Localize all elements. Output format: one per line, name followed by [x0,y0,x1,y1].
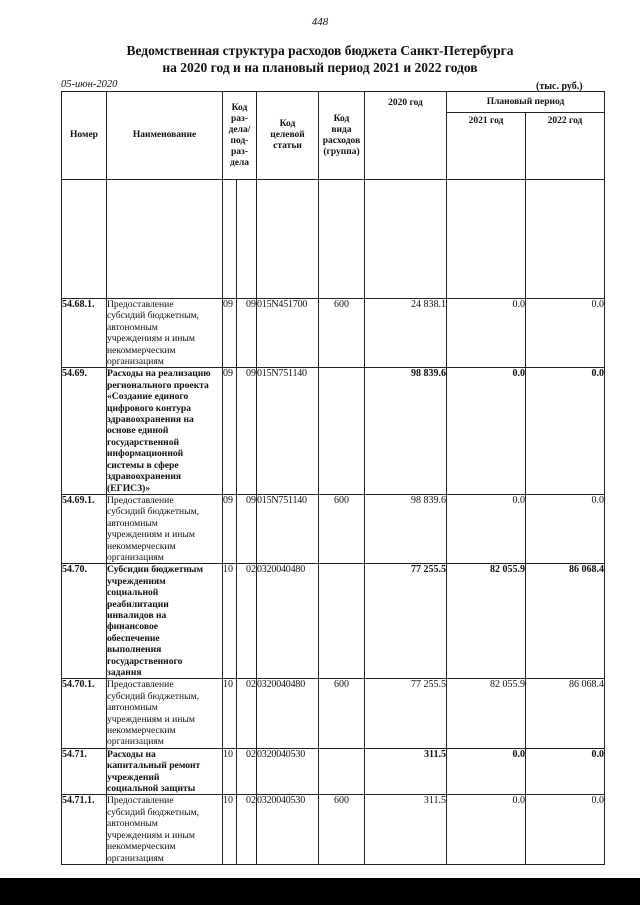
units-label: (тыс. руб.) [536,81,583,92]
row-name-line: автономным [107,517,158,529]
row-subsection: 09 [237,368,257,494]
row-amount-2020: 98 839.6 [365,368,447,494]
header-name: Наименование [107,92,223,180]
row-name-line: реабилитации [107,598,169,610]
row-name [107,748,223,795]
row-expense-type: 600 [319,494,365,563]
row-name-line: субсидий бюджетным, [107,690,200,702]
row-name-line: Расходы на реализацию [107,368,211,380]
row-amount-2021: 82 055.9 [447,564,526,679]
row-target-article: 0320040530 [257,748,319,795]
row-name-line: системы в сфере [107,459,179,471]
row-amount-2020: 77 255.5 [365,679,447,748]
row-name-line: основе единой [107,425,169,437]
row-amount-2021: 0.0 [447,368,526,494]
row-section: 10 [223,679,237,748]
row-number: 54.70. [62,564,107,679]
row-target-article: 0320040530 [257,795,319,864]
page-title [0,42,640,76]
row-name-line: автономным [107,702,158,714]
table-row [62,494,605,563]
header-planned-period: Плановый период [447,92,605,113]
row-subsection: 09 [237,494,257,563]
row-expense-type: 600 [319,299,365,368]
row-number: 54.69. [62,368,107,494]
row-name-line: социальной защиты [107,783,196,795]
row-name-line: цифрового контура [107,402,192,414]
row-number: 54.70.1. [62,679,107,748]
table-spacer-row [62,180,605,299]
document-date: 05-июн-2020 [61,79,118,90]
table-row [62,368,605,494]
row-name-line: некоммерческим [107,725,176,737]
row-name-line: государственного [107,655,183,667]
row-name [107,494,223,563]
row-name-line: «Создание единого [107,391,189,403]
header-target-article-code: Код целевой статьи [257,92,319,180]
row-name-line: здравоохранения на [107,414,194,426]
row-name [107,368,223,494]
row-amount-2022: 86 068.4 [526,679,605,748]
row-name-line: некоммерческим [107,540,176,552]
row-name-line: Расходы на [107,748,156,760]
row-name-line: организациям [107,356,164,368]
row-section: 09 [223,494,237,563]
row-name-line: учреждений [107,771,160,783]
row-expense-type: 600 [319,795,365,864]
row-name-line: здравоохранения [107,471,182,483]
row-name-line: организациям [107,551,164,563]
table-row [62,564,605,679]
row-amount-2020: 77 255.5 [365,564,447,679]
row-target-article: 0320040480 [257,564,319,679]
row-name-line: субсидий бюджетным, [107,806,200,818]
row-section: 10 [223,564,237,679]
row-subsection: 09 [237,299,257,368]
row-name-line: автономным [107,321,158,333]
row-name-line: учреждениям и иным [107,713,195,725]
row-amount-2022: 0.0 [526,494,605,563]
row-target-article: 015N451700 [257,299,319,368]
row-section: 10 [223,748,237,795]
row-subsection: 02 [237,795,257,864]
row-amount-2020: 311.5 [365,795,447,864]
row-name [107,299,223,368]
row-amount-2022: 86 068.4 [526,564,605,679]
row-section: 09 [223,368,237,494]
scan-edge-band [0,878,640,905]
row-name-line: инвалидов на [107,609,167,621]
row-subsection: 02 [237,748,257,795]
row-amount-2022: 0.0 [526,748,605,795]
header-2021: 2021 год [447,113,526,180]
row-name-line: выполнения [107,644,162,656]
row-expense-type [319,564,365,679]
row-name-line: задания [107,667,142,678]
row-name-line: информационной [107,448,184,460]
row-name-line: Субсидии бюджетным [107,564,204,576]
row-expense-type [319,748,365,795]
row-name [107,679,223,748]
row-name-line: организациям [107,852,164,864]
row-name-line: субсидий бюджетным, [107,310,200,322]
row-section: 09 [223,299,237,368]
row-number: 54.69.1. [62,494,107,563]
header-2022: 2022 год [526,113,605,180]
table-row [62,679,605,748]
row-target-article: 0320040480 [257,679,319,748]
row-name-line: обеспечение [107,632,160,644]
row-name-line: финансовое [107,621,159,633]
row-amount-2021: 82 055.9 [447,679,526,748]
row-amount-2021: 0.0 [447,748,526,795]
row-section: 10 [223,795,237,864]
title-line-2: на 2020 год и на плановый период 2021 и 2022 годов [162,60,478,75]
row-name-line: учреждениям и иным [107,333,195,345]
row-name-line: государственной [107,436,180,448]
budget-table [61,91,605,865]
row-number: 54.71. [62,748,107,795]
page-number: 448 [311,16,329,28]
row-name-line: некоммерческим [107,841,176,853]
table-row [62,748,605,795]
row-amount-2022: 0.0 [526,368,605,494]
header-expense-type-code: Код вида расходов (группа) [319,92,365,180]
row-expense-type [319,368,365,494]
row-amount-2020: 24 838.1 [365,299,447,368]
row-expense-type: 600 [319,679,365,748]
row-name-line: учреждениям и иным [107,829,195,841]
row-amount-2020: 98 839.6 [365,494,447,563]
row-name-line: Предоставление [107,679,174,691]
row-name-line: регионального проекта [107,379,209,391]
row-name [107,564,223,679]
row-name-line: (ЕГИСЗ)» [107,482,151,494]
row-target-article: 015N751140 [257,368,319,494]
header-number: Номер [62,92,107,180]
row-amount-2021: 0.0 [447,494,526,563]
row-amount-2020: 311.5 [365,748,447,795]
row-name-line: субсидий бюджетным, [107,506,200,518]
row-name-line: организациям [107,736,164,748]
row-amount-2021: 0.0 [447,299,526,368]
row-name-line: Предоставление [107,795,174,807]
row-amount-2022: 0.0 [526,795,605,864]
header-2020: 2020 год [365,92,447,180]
row-name-line: учреждениям и иным [107,529,195,541]
row-name-line: Предоставление [107,299,174,310]
row-name-line: некоммерческим [107,344,176,356]
table-row [62,795,605,864]
row-name-line: социальной [107,587,159,599]
row-number: 54.68.1. [62,299,107,368]
row-name [107,795,223,864]
row-name-line: Предоставление [107,494,174,506]
header-section-code: Код раз- дела/ под- раз- дела [223,92,257,180]
row-amount-2021: 0.0 [447,795,526,864]
row-subsection: 02 [237,679,257,748]
row-name-line: учреждениям [107,575,166,587]
row-subsection: 02 [237,564,257,679]
title-line-1: Ведомственная структура расходов бюджета Санкт-Петербурга [126,43,514,58]
row-number: 54.71.1. [62,795,107,864]
table-row [62,299,605,368]
row-target-article: 015N751140 [257,494,319,563]
row-name-line: капитальный ремонт [107,760,201,772]
row-name-line: автономным [107,818,158,830]
row-amount-2022: 0.0 [526,299,605,368]
